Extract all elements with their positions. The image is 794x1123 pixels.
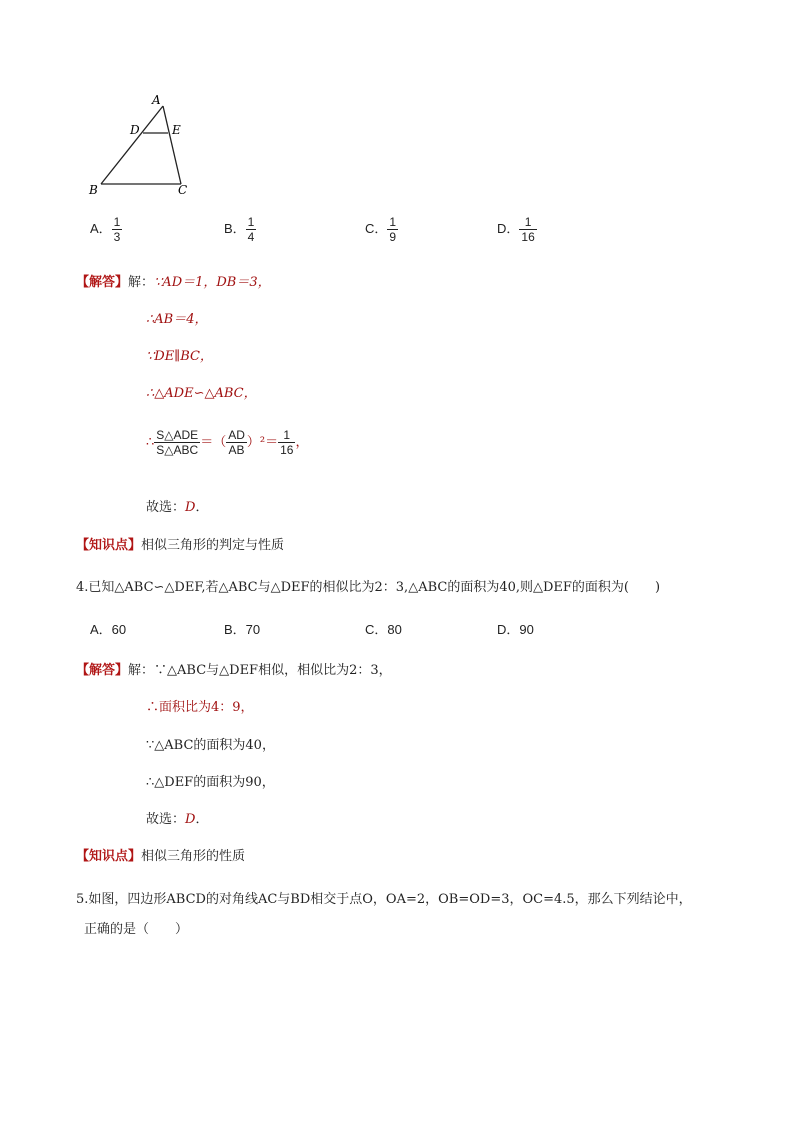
option-num: 1 [524, 215, 532, 229]
q4-line4: ∴△DEF的面积为90， [146, 775, 275, 790]
option-letter: A． [90, 220, 112, 236]
q4-option-d: D．90 [497, 622, 534, 637]
q3-line1: ∵AD＝1，DB＝3， [154, 275, 271, 290]
conclusion-suffix: ． [195, 812, 209, 827]
q4-option-c: C．80 [365, 622, 402, 637]
answer-label: 【解答】 [76, 275, 129, 290]
q3-option-d [497, 215, 537, 244]
result-numerator: 1 [283, 428, 291, 442]
knowledge-label: 【知识点】 [76, 849, 142, 864]
conclusion-answer: D [185, 500, 196, 515]
q4-option-b: B．70 [224, 622, 261, 637]
label-D: D [130, 123, 140, 137]
area-numerator: S△ADE [156, 428, 199, 442]
option-letter: D． [497, 220, 520, 236]
conclusion-prefix: 故选： [146, 812, 186, 827]
area-denominator: S△ABC [156, 443, 199, 457]
ratio-numerator: AD [228, 428, 245, 442]
q5-line1: 5.如图，四边形ABCD的对角线AC与BD相交于点O，OA=2，OB=OD=3，OC=4.5，那么下列结论中， [76, 892, 692, 907]
q3-answer-header [76, 271, 271, 290]
comma: ， [295, 435, 309, 450]
conclusion-answer: D [185, 812, 196, 827]
q3-option-c [365, 215, 398, 244]
ratio-denominator: AB [226, 442, 247, 457]
option-letter: C． [365, 220, 388, 236]
label-A: A [152, 93, 161, 107]
q3-option-a [90, 215, 122, 244]
knowledge-label: 【知识点】 [76, 538, 142, 553]
option-den: 4 [247, 230, 255, 244]
q3-line5 [146, 428, 308, 457]
q4-conclusion [146, 808, 208, 827]
option-letter: B． [224, 220, 246, 236]
q4-line2: ∴面积比为4：9， [146, 700, 254, 715]
q4-question: 4.已知△ABC∽△DEF,若△ABC与△DEF的相似比为2：3,△ABC的面积为40,则△DEF的面积为( ) [76, 580, 661, 595]
q4-line3: ∵△ABC的面积为40， [146, 738, 275, 753]
option-num: 1 [389, 215, 397, 229]
q3-line2: ∴AB＝4， [146, 312, 208, 327]
q4-knowledge [76, 845, 245, 864]
label-B: B [89, 183, 98, 197]
knowledge-text: 相似三角形的性质 [141, 849, 246, 864]
answer-label: 【解答】 [76, 663, 129, 678]
q3-option-b [224, 215, 256, 244]
squared-equals: ）²＝ [246, 435, 279, 450]
q4-option-a: A．60 [90, 622, 127, 637]
label-C: C [178, 183, 188, 197]
conclusion-prefix: 故选： [146, 500, 186, 515]
therefore: ∴ [146, 435, 155, 450]
triangle-figure [85, 92, 205, 202]
result-denominator: 16 [280, 443, 294, 457]
q4-line1: 解：∵△ABC与△DEF相似，相似比为2：3， [128, 663, 392, 678]
q3-line4: ∴△ADE∽△ABC， [146, 386, 257, 401]
option-den: 9 [389, 230, 397, 244]
q3-line3: ∵DE∥BC， [146, 349, 213, 364]
q3-knowledge [76, 534, 284, 553]
option-den: 3 [113, 230, 121, 244]
option-den: 16 [521, 230, 535, 244]
option-num: 1 [247, 215, 255, 229]
q5-line2: 正确的是（ ） [84, 922, 189, 937]
conclusion-suffix: ． [195, 500, 209, 515]
q4-answer-header [76, 659, 392, 678]
knowledge-text: 相似三角形的判定与性质 [141, 538, 285, 553]
answer-intro: 解： [128, 275, 155, 290]
option-num: 1 [113, 215, 121, 229]
label-E: E [172, 123, 181, 137]
q3-conclusion [146, 496, 208, 515]
equals-paren: ＝（ [200, 435, 227, 450]
